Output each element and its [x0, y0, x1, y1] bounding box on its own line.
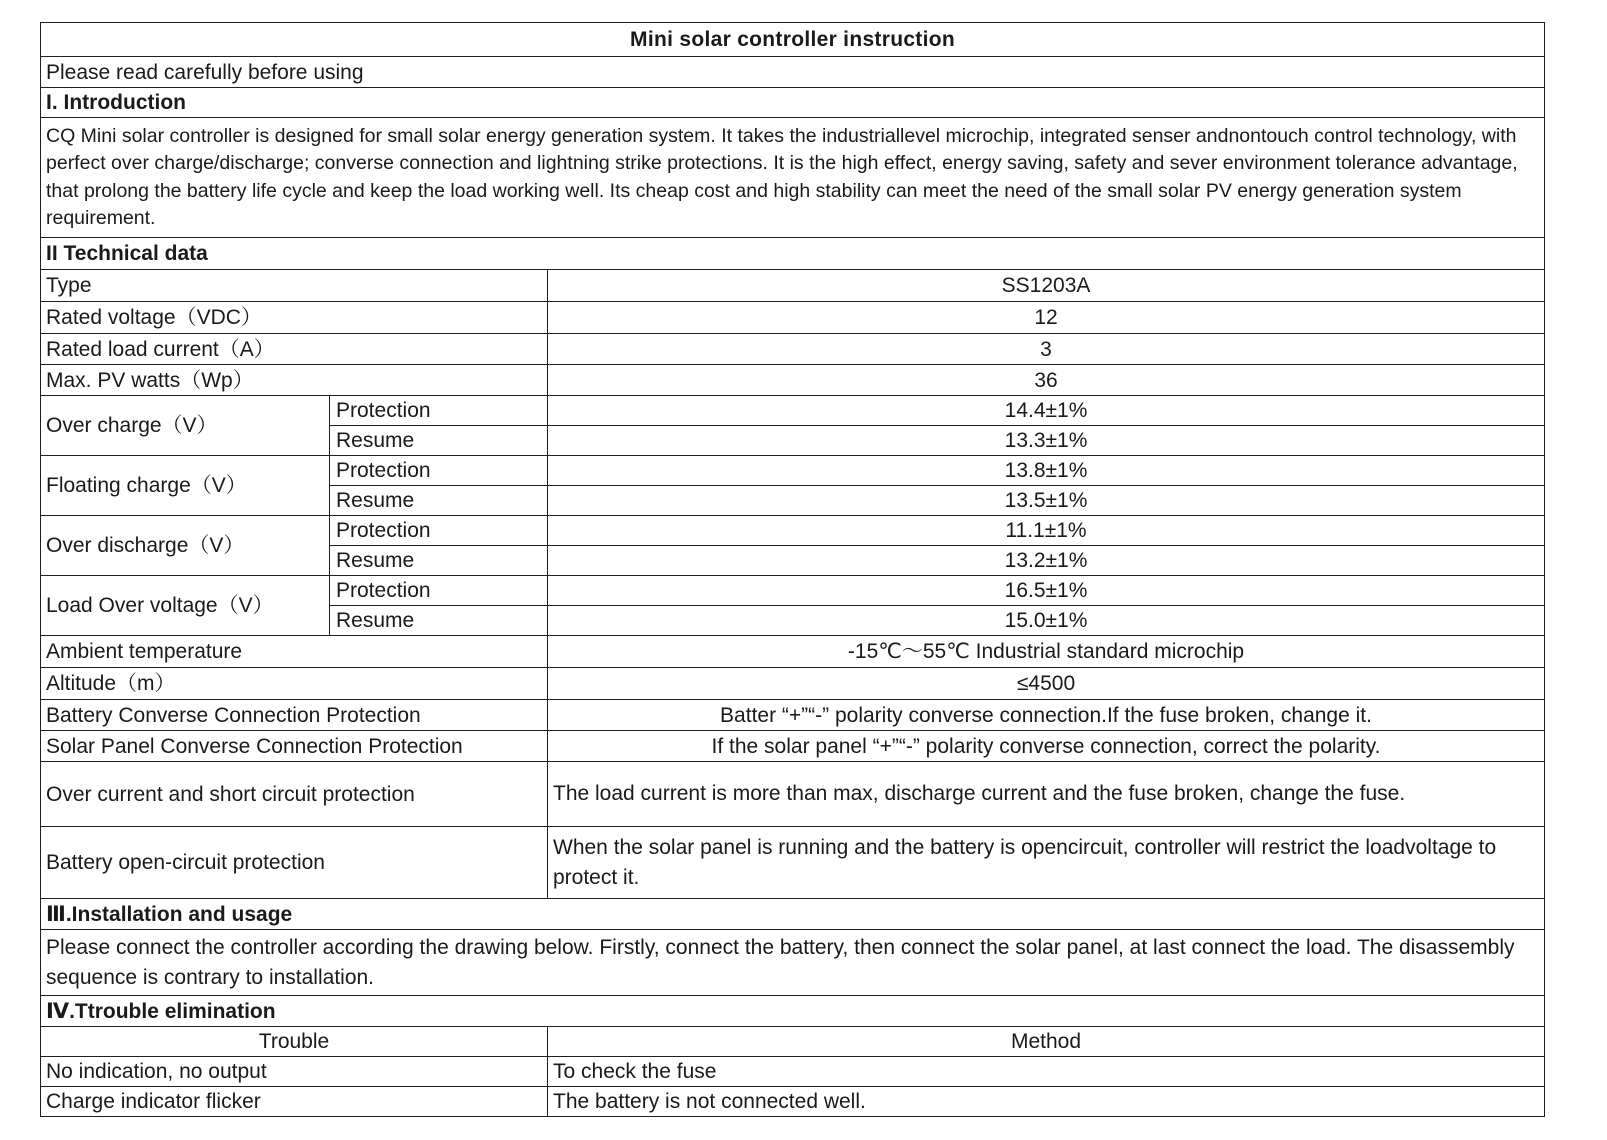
spec-group-row — [41, 456, 1545, 486]
method-column-header: Method — [548, 1027, 1545, 1057]
spec-value: ≤4500 — [548, 668, 1545, 700]
resume-label: Resume — [330, 486, 548, 516]
resume-value: 13.5±1% — [548, 486, 1545, 516]
spec-label: Max. PV watts（Wp） — [41, 365, 548, 396]
spec-group-row — [41, 396, 1545, 426]
notice-text: Please read carefully before using — [41, 57, 1545, 88]
spec-label: Battery Converse Connection Protection — [41, 700, 548, 731]
resume-label: Resume — [330, 546, 548, 576]
spec-row — [41, 636, 1545, 668]
spec-group-row — [41, 516, 1545, 546]
spec-group-label: Over charge（V） — [41, 396, 330, 456]
resume-label: Resume — [330, 606, 548, 636]
spec-group-label: Floating charge（V） — [41, 456, 330, 516]
spec-group-row — [41, 576, 1545, 606]
spec-label: Rated load current（A） — [41, 334, 548, 365]
trouble-row — [41, 1057, 1545, 1087]
spec-row — [41, 827, 1545, 899]
spec-row — [41, 270, 1545, 302]
spec-row — [41, 668, 1545, 700]
technical-heading: II Technical data — [41, 238, 1545, 270]
protection-value: 14.4±1% — [548, 396, 1545, 426]
trouble-header-row — [41, 1027, 1545, 1057]
protection-value: 13.8±1% — [548, 456, 1545, 486]
trouble-heading: Ⅳ.Ttrouble elimination — [41, 996, 1545, 1027]
introduction-text: CQ Mini solar controller is designed for small solar energy generation system. It takes the industriallevel microchip, integrated senser andnontouch control technology, with perfect over charge/discharge; converse connection and lightning strike protections. It is the high effect, energy saving, safety and sever environment tolerance advantage, that prolong the battery life cycle and keep the load working well. Its cheap cost and high stability can meet the need of the small solar PV energy generation system requirement. — [41, 118, 1545, 238]
protection-label: Protection — [330, 396, 548, 426]
spec-value: -15℃～55℃ Industrial standard microchip — [548, 636, 1545, 668]
resume-value: 15.0±1% — [548, 606, 1545, 636]
spec-value: 36 — [548, 365, 1545, 396]
spec-value: If the solar panel “+”“-” polarity converse connection, correct the polarity. — [548, 731, 1545, 762]
resume-value: 13.3±1% — [548, 426, 1545, 456]
spec-value: SS1203A — [548, 270, 1545, 302]
protection-label: Protection — [330, 516, 548, 546]
protection-label: Protection — [330, 576, 548, 606]
spec-value: 12 — [548, 302, 1545, 334]
spec-label: Altitude（m） — [41, 668, 548, 700]
introduction-heading: I. Introduction — [41, 88, 1545, 118]
method-cell: The battery is not connected well. — [548, 1087, 1545, 1117]
resume-label: Resume — [330, 426, 548, 456]
instruction-sheet — [40, 22, 1545, 1117]
spec-group-label: Load Over voltage（V） — [41, 576, 330, 636]
trouble-row — [41, 1087, 1545, 1117]
spec-label: Type — [41, 270, 548, 302]
trouble-column-header: Trouble — [41, 1027, 548, 1057]
spec-label: Ambient temperature — [41, 636, 548, 668]
method-cell: To check the fuse — [548, 1057, 1545, 1087]
spec-row — [41, 365, 1545, 396]
spec-row — [41, 731, 1545, 762]
spec-row — [41, 700, 1545, 731]
protection-value: 16.5±1% — [548, 576, 1545, 606]
spec-label: Over current and short circuit protection — [41, 762, 548, 827]
installation-heading: Ⅲ.Installation and usage — [41, 899, 1545, 930]
spec-value: 3 — [548, 334, 1545, 365]
trouble-cell: No indication, no output — [41, 1057, 548, 1087]
protection-value: 11.1±1% — [548, 516, 1545, 546]
installation-text: Please connect the controller according the drawing below. Firstly, connect the battery, then connect the solar panel, at last connect the load. The disassembly sequence is contrary to installation. — [41, 930, 1545, 996]
spec-value: The load current is more than max, discharge current and the fuse broken, change the fuse. — [548, 762, 1545, 827]
resume-value: 13.2±1% — [548, 546, 1545, 576]
spec-row — [41, 302, 1545, 334]
document-title: Mini solar controller instruction — [41, 23, 1545, 57]
spec-label: Solar Panel Converse Connection Protection — [41, 731, 548, 762]
spec-label: Rated voltage（VDC） — [41, 302, 548, 334]
spec-group-label: Over discharge（V） — [41, 516, 330, 576]
spec-value: Batter “+”“-” polarity converse connection.If the fuse broken, change it. — [548, 700, 1545, 731]
spec-value: When the solar panel is running and the battery is opencircuit, controller will restrict the loadvoltage to protect it. — [548, 827, 1545, 899]
spec-label: Battery open-circuit protection — [41, 827, 548, 899]
trouble-cell: Charge indicator flicker — [41, 1087, 548, 1117]
spec-row — [41, 762, 1545, 827]
spec-row — [41, 334, 1545, 365]
protection-label: Protection — [330, 456, 548, 486]
